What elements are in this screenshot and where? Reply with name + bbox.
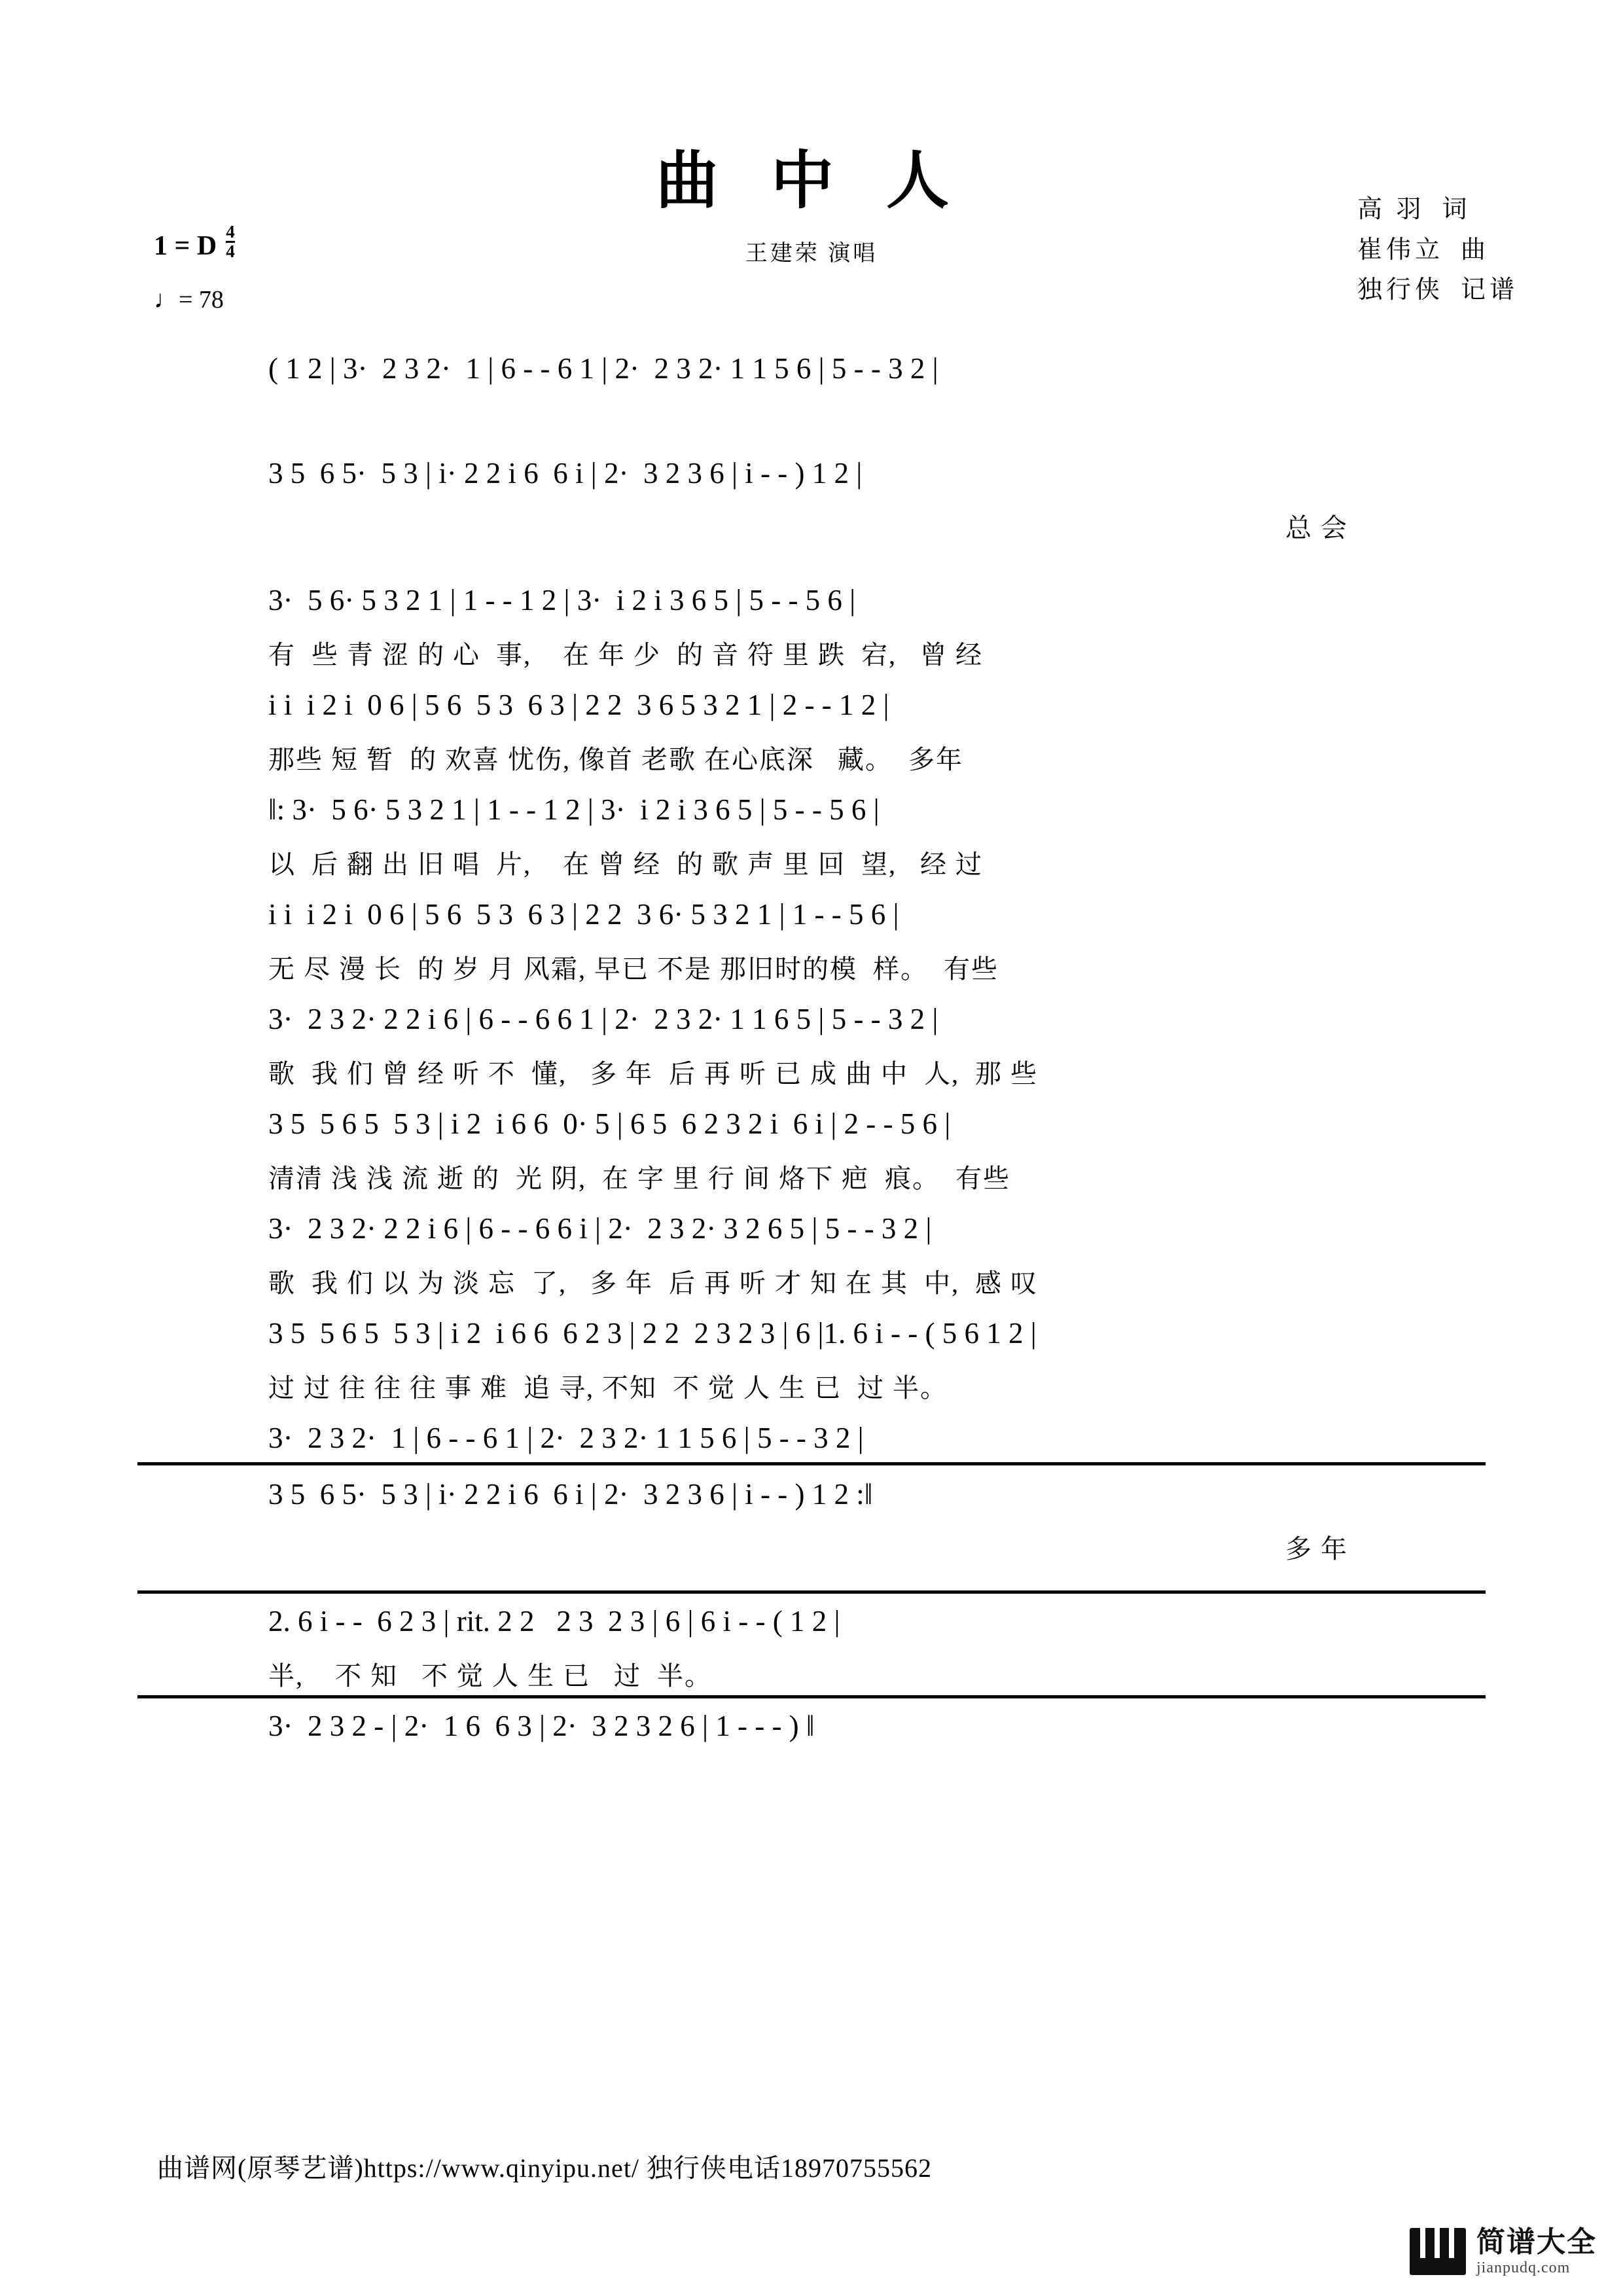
- score-system: [137, 1410, 1486, 1466]
- note-row: 3 5 6 5· 5 3 | i· 2 2 i 6 6 i | 2· 3 2 3 6 | i - - ) 1 2 |: [268, 456, 863, 490]
- credit-transcriber-name: 独行侠: [1357, 276, 1444, 304]
- credits-block: [1357, 190, 1518, 311]
- credit-transcriber-role: 记谱: [1460, 276, 1518, 304]
- note-row: 3· 2 3 2 - | 2· 1 6 6 3 | 2· 3 2 3 2 6 | 1 - - - ) ‖: [268, 1709, 815, 1742]
- credit-lyricist: [1357, 190, 1518, 230]
- lyric-row: 以 后 翻 出 旧 唱 片, 在 曾 经 的 歌 声 里 回 望, 经 过: [268, 849, 983, 879]
- score-system: [137, 1096, 1486, 1200]
- lyric-row: 无 尽 漫 长 的 岁 月 风霜, 早已 不是 那旧时的模 样。 有些: [268, 954, 999, 984]
- score-system: [137, 445, 1486, 550]
- score-system: [137, 572, 1486, 677]
- lyric-row: 有 些 青 涩 的 心 事, 在 年 少 的 音 符 里 跌 宕, 曾 经: [268, 639, 983, 670]
- lyric-row: 那些 短 暂 的 欢喜 忧伤, 像首 老歌 在心底深 藏。 多年: [268, 744, 963, 774]
- score-system: [137, 1698, 1486, 1754]
- note-row: 2. 6 i - - 6 2 3 | rit. 2 2 2 3 2 3 | 6 | 6 i - - ( 1 2 |: [268, 1604, 840, 1638]
- credit-lyricist-role: 词: [1442, 196, 1471, 223]
- watermark-title: 简谱大全: [1476, 2225, 1597, 2258]
- note-row: 3· 2 3 2· 1 | 6 - - 6 1 | 2· 2 3 2· 1 1 5 6 | 5 - - 3 2 |: [268, 1421, 864, 1454]
- note-row: 3 5 5 6 5 5 3 | i 2 i 6 6 6 2 3 | 2 2 2 3 2 3 | 6 |1. 6 i - - ( 5 6 1 2 |: [268, 1316, 1037, 1350]
- score-system: [137, 886, 1486, 991]
- watermark: [1410, 2227, 1597, 2276]
- time-signature-denominator: 4: [226, 242, 235, 261]
- lyric-row: 多 年: [1285, 1534, 1348, 1564]
- credit-composer: [1357, 230, 1518, 271]
- watermark-domain: jianpudq.com: [1476, 2259, 1571, 2276]
- lyric-row: 半, 不 知 不 觉 人 生 已 过 半。: [268, 1660, 712, 1691]
- note-row: ( 1 2 | 3· 2 3 2· 1 | 6 - - 6 1 | 2· 2 3 2· 1 1 5 6 | 5 - - 3 2 |: [268, 351, 938, 385]
- time-signature: [226, 223, 235, 260]
- tempo-marking: ♩= 78: [154, 286, 224, 314]
- note-row: 3 5 5 6 5 5 3 | i 2 i 6 6 0· 5 | 6 5 6 2 3 2 i 6 i | 2 - - 5 6 |: [268, 1107, 951, 1140]
- score-system: [137, 340, 1486, 445]
- score-system: [137, 1305, 1486, 1410]
- score-body: [0, 340, 1623, 1754]
- page-title: 曲 中 人: [656, 146, 967, 216]
- time-signature-numerator: 4: [226, 222, 235, 242]
- credit-composer-name: 崔伟立: [1357, 236, 1444, 264]
- score-system: [137, 1593, 1486, 1698]
- key-signature: 1 = D: [154, 231, 217, 261]
- credit-lyricist-name: 高 羽: [1357, 196, 1425, 223]
- score-system: [137, 677, 1486, 781]
- note-row: 3 5 6 5· 5 3 | i· 2 2 i 6 6 i | 2· 3 2 3 6 | i - - ) 1 2 :‖: [268, 1477, 873, 1511]
- piano-keys-icon: [1410, 2228, 1466, 2275]
- lyric-row: [137, 397, 1486, 445]
- note-row: ‖: 3· 5 6· 5 3 2 1 | 1 - - 1 2 | 3· i 2 i 3 6 5 | 5 - - 5 6 |: [268, 793, 880, 826]
- note-row: 3· 2 3 2· 2 2 i 6 | 6 - - 6 6 1 | 2· 2 3 2· 1 1 6 5 | 5 - - 3 2 |: [268, 1002, 938, 1035]
- score-system: [137, 991, 1486, 1096]
- lyric-row: 总 会: [1285, 512, 1348, 543]
- note-row: i i i 2 i 0 6 | 5 6 5 3 6 3 | 2 2 3 6 5 3 2 1 | 2 - - 1 2 |: [268, 688, 889, 721]
- note-row: 3· 5 6· 5 3 2 1 | 1 - - 1 2 | 3· i 2 i 3 6 5 | 5 - - 5 6 |: [268, 583, 856, 617]
- lyric-row: 歌 我 们 曾 经 听 不 懂, 多 年 后 再 听 已 成 曲 中 人, 那 些: [268, 1058, 1038, 1088]
- footer-source-url: 曲谱网(原琴艺谱)https://www.qinyipu.net/ 独行侠电话18970755562: [157, 2153, 933, 2183]
- score-system: [137, 1200, 1486, 1305]
- score-system: [137, 781, 1486, 886]
- ending-bracket-line: [137, 1462, 1486, 1465]
- credit-composer-role: 曲: [1460, 236, 1489, 264]
- note-row: i i i 2 i 0 6 | 5 6 5 3 6 3 | 2 2 3 6· 5 3 2 1 | 1 - - 5 6 |: [268, 897, 899, 931]
- key-and-tempo-block: [154, 222, 235, 319]
- lyric-row: 歌 我 们 以 为 淡 忘 了, 多 年 后 再 听 才 知 在 其 中, 感 叹: [268, 1268, 1038, 1298]
- note-row: 3· 2 3 2· 2 2 i 6 | 6 - - 6 6 i | 2· 2 3 2· 3 2 6 5 | 5 - - 3 2 |: [268, 1211, 932, 1245]
- performer-subtitle: 王建荣 演唱: [745, 242, 878, 266]
- score-system: [137, 1466, 1486, 1571]
- lyric-row: 过 过 往 往 往 事 难 追 寻, 不知 不 觉 人 生 已 过 半。: [268, 1372, 948, 1403]
- lyric-row: 清清 浅 浅 流 逝 的 光 阴, 在 字 里 行 间 烙下 疤 痕。 有些: [268, 1163, 1010, 1193]
- credit-transcriber: [1357, 270, 1518, 311]
